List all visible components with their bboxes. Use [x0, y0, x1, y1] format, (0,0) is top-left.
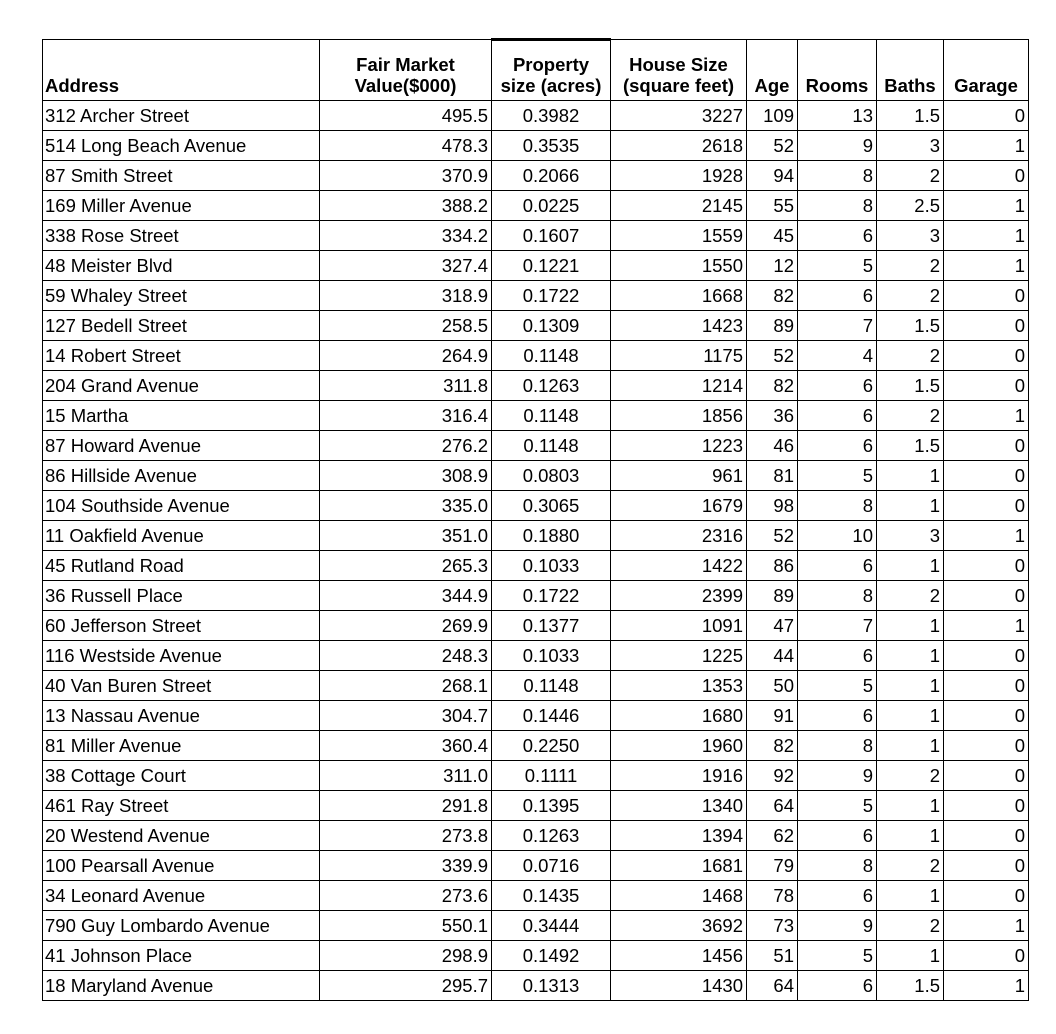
cell-property[interactable]: 0.1607 [492, 221, 611, 251]
cell-property[interactable]: 0.1148 [492, 671, 611, 701]
cell-garage[interactable]: 0 [944, 671, 1029, 701]
cell-baths[interactable]: 2 [877, 761, 944, 791]
cell-house[interactable]: 1353 [611, 671, 747, 701]
cell-rooms[interactable]: 6 [798, 431, 877, 461]
cell-garage[interactable]: 0 [944, 641, 1029, 671]
cell-property[interactable]: 0.1263 [492, 371, 611, 401]
cell-address[interactable]: 87 Howard Avenue [43, 431, 320, 461]
cell-fmv[interactable]: 370.9 [320, 161, 492, 191]
table-row [43, 791, 1029, 821]
cell-baths[interactable]: 1 [877, 791, 944, 821]
cell-address[interactable]: 100 Pearsall Avenue [43, 851, 320, 881]
cell-baths[interactable]: 1 [877, 821, 944, 851]
table-row [43, 281, 1029, 311]
column-header-fair-market-value[interactable] [320, 40, 492, 101]
cell-age[interactable]: 89 [747, 311, 798, 341]
cell-address[interactable]: 11 Oakfield Avenue [43, 521, 320, 551]
cell-address[interactable]: 312 Archer Street [43, 101, 320, 131]
cell-garage[interactable]: 0 [944, 581, 1029, 611]
header-line: Fair Market [356, 54, 455, 75]
cell-rooms[interactable]: 10 [798, 521, 877, 551]
cell-age[interactable]: 79 [747, 851, 798, 881]
cell-fmv[interactable]: 351.0 [320, 521, 492, 551]
cell-rooms[interactable]: 8 [798, 491, 877, 521]
cell-address[interactable]: 104 Southside Avenue [43, 491, 320, 521]
cell-fmv[interactable]: 269.9 [320, 611, 492, 641]
cell-address[interactable]: 13 Nassau Avenue [43, 701, 320, 731]
cell-fmv[interactable]: 344.9 [320, 581, 492, 611]
cell-house[interactable]: 2399 [611, 581, 747, 611]
cell-rooms[interactable]: 9 [798, 131, 877, 161]
cell-address[interactable]: 338 Rose Street [43, 221, 320, 251]
cell-age[interactable]: 52 [747, 131, 798, 161]
cell-address[interactable]: 116 Westside Avenue [43, 641, 320, 671]
cell-fmv[interactable]: 265.3 [320, 551, 492, 581]
cell-address[interactable]: 59 Whaley Street [43, 281, 320, 311]
cell-fmv[interactable]: 327.4 [320, 251, 492, 281]
cell-age[interactable]: 92 [747, 761, 798, 791]
cell-address[interactable]: 790 Guy Lombardo Avenue [43, 911, 320, 941]
cell-rooms[interactable]: 9 [798, 911, 877, 941]
table-row [43, 371, 1029, 401]
cell-garage[interactable]: 0 [944, 431, 1029, 461]
cell-property[interactable]: 0.1446 [492, 701, 611, 731]
cell-property[interactable]: 0.1492 [492, 941, 611, 971]
table-row [43, 311, 1029, 341]
table-row [43, 641, 1029, 671]
column-header-property-size[interactable] [492, 40, 611, 101]
cell-garage[interactable]: 0 [944, 341, 1029, 371]
cell-rooms[interactable]: 9 [798, 761, 877, 791]
cell-address[interactable]: 36 Russell Place [43, 581, 320, 611]
cell-age[interactable]: 82 [747, 731, 798, 761]
cell-rooms[interactable]: 8 [798, 191, 877, 221]
cell-house[interactable]: 1680 [611, 701, 747, 731]
cell-rooms[interactable]: 8 [798, 851, 877, 881]
cell-garage[interactable]: 1 [944, 191, 1029, 221]
cell-baths[interactable]: 1.5 [877, 971, 944, 1001]
cell-garage[interactable]: 0 [944, 821, 1029, 851]
cell-property[interactable]: 0.1148 [492, 431, 611, 461]
cell-rooms[interactable]: 4 [798, 341, 877, 371]
cell-address[interactable]: 87 Smith Street [43, 161, 320, 191]
cell-age[interactable]: 62 [747, 821, 798, 851]
cell-age[interactable]: 73 [747, 911, 798, 941]
cell-age[interactable]: 50 [747, 671, 798, 701]
column-header-address[interactable]: Address [43, 40, 320, 101]
cell-age[interactable]: 64 [747, 791, 798, 821]
cell-baths[interactable]: 1.5 [877, 101, 944, 131]
cell-baths[interactable]: 2 [877, 161, 944, 191]
cell-rooms[interactable]: 6 [798, 221, 877, 251]
cell-age[interactable]: 82 [747, 371, 798, 401]
cell-rooms[interactable]: 6 [798, 401, 877, 431]
header-line: size (acres) [500, 75, 602, 96]
cell-rooms[interactable]: 8 [798, 581, 877, 611]
cell-baths[interactable]: 1 [877, 701, 944, 731]
cell-baths[interactable]: 3 [877, 221, 944, 251]
cell-rooms[interactable]: 5 [798, 671, 877, 701]
cell-garage[interactable]: 1 [944, 131, 1029, 161]
table-row [43, 851, 1029, 881]
cell-property[interactable]: 0.0716 [492, 851, 611, 881]
cell-house[interactable]: 1856 [611, 401, 747, 431]
cell-fmv[interactable]: 273.8 [320, 821, 492, 851]
cell-house[interactable]: 1394 [611, 821, 747, 851]
table-row [43, 341, 1029, 371]
cell-property[interactable]: 0.1309 [492, 311, 611, 341]
cell-fmv[interactable]: 304.7 [320, 701, 492, 731]
cell-baths[interactable]: 2 [877, 341, 944, 371]
cell-garage[interactable]: 0 [944, 701, 1029, 731]
cell-house[interactable]: 1928 [611, 161, 747, 191]
cell-rooms[interactable]: 6 [798, 551, 877, 581]
cell-garage[interactable]: 0 [944, 791, 1029, 821]
cell-address[interactable]: 14 Robert Street [43, 341, 320, 371]
cell-baths[interactable]: 2 [877, 251, 944, 281]
cell-rooms[interactable]: 7 [798, 611, 877, 641]
cell-property[interactable]: 0.2250 [492, 731, 611, 761]
cell-baths[interactable]: 1.5 [877, 431, 944, 461]
cell-house[interactable]: 1679 [611, 491, 747, 521]
cell-address[interactable]: 41 Johnson Place [43, 941, 320, 971]
table-body [43, 101, 1029, 1001]
cell-baths[interactable]: 1 [877, 881, 944, 911]
cell-property[interactable]: 0.1435 [492, 881, 611, 911]
cell-age[interactable]: 52 [747, 521, 798, 551]
cell-age[interactable]: 51 [747, 941, 798, 971]
cell-rooms[interactable]: 6 [798, 971, 877, 1001]
cell-property[interactable]: 0.1377 [492, 611, 611, 641]
header-line: (square feet) [622, 75, 735, 96]
cell-fmv[interactable]: 318.9 [320, 281, 492, 311]
cell-baths[interactable]: 1 [877, 611, 944, 641]
cell-fmv[interactable]: 248.3 [320, 641, 492, 671]
cell-fmv[interactable]: 258.5 [320, 311, 492, 341]
cell-property[interactable]: 0.0803 [492, 461, 611, 491]
cell-baths[interactable]: 1 [877, 731, 944, 761]
table-row [43, 881, 1029, 911]
cell-age[interactable]: 12 [747, 251, 798, 281]
cell-rooms[interactable]: 8 [798, 161, 877, 191]
table-row [43, 251, 1029, 281]
cell-garage[interactable]: 0 [944, 851, 1029, 881]
cell-house[interactable]: 1340 [611, 791, 747, 821]
cell-rooms[interactable]: 6 [798, 701, 877, 731]
cell-garage[interactable]: 0 [944, 281, 1029, 311]
cell-property[interactable]: 0.3065 [492, 491, 611, 521]
column-header-rooms[interactable]: Rooms [798, 40, 877, 101]
cell-property[interactable]: 0.3535 [492, 131, 611, 161]
cell-baths[interactable]: 1 [877, 461, 944, 491]
cell-garage[interactable]: 0 [944, 881, 1029, 911]
cell-garage[interactable]: 0 [944, 941, 1029, 971]
cell-garage[interactable]: 1 [944, 401, 1029, 431]
table-row [43, 671, 1029, 701]
cell-house[interactable]: 1916 [611, 761, 747, 791]
table-row [43, 581, 1029, 611]
cell-house[interactable]: 1225 [611, 641, 747, 671]
cell-baths[interactable]: 2.5 [877, 191, 944, 221]
cell-address[interactable]: 514 Long Beach Avenue [43, 131, 320, 161]
table-row [43, 431, 1029, 461]
cell-baths[interactable]: 2 [877, 581, 944, 611]
table-row [43, 221, 1029, 251]
cell-garage[interactable]: 0 [944, 461, 1029, 491]
cell-property[interactable]: 0.1263 [492, 821, 611, 851]
table-row [43, 551, 1029, 581]
cell-property[interactable]: 0.1033 [492, 641, 611, 671]
cell-age[interactable]: 55 [747, 191, 798, 221]
cell-address[interactable]: 34 Leonard Avenue [43, 881, 320, 911]
cell-garage[interactable]: 1 [944, 251, 1029, 281]
table-row [43, 731, 1029, 761]
table-row [43, 461, 1029, 491]
cell-baths[interactable]: 1 [877, 941, 944, 971]
cell-house[interactable]: 2316 [611, 521, 747, 551]
cell-fmv[interactable]: 495.5 [320, 101, 492, 131]
cell-house[interactable]: 1550 [611, 251, 747, 281]
cell-fmv[interactable]: 264.9 [320, 341, 492, 371]
cell-garage[interactable]: 0 [944, 371, 1029, 401]
cell-address[interactable]: 169 Miller Avenue [43, 191, 320, 221]
cell-garage[interactable]: 0 [944, 761, 1029, 791]
column-header-garage[interactable]: Garage [944, 40, 1029, 101]
header-row [43, 40, 1029, 101]
cell-house[interactable]: 1091 [611, 611, 747, 641]
table-row [43, 161, 1029, 191]
cell-address[interactable]: 18 Maryland Avenue [43, 971, 320, 1001]
cell-garage[interactable]: 1 [944, 521, 1029, 551]
cell-garage[interactable]: 0 [944, 161, 1029, 191]
cell-rooms[interactable]: 13 [798, 101, 877, 131]
cell-age[interactable]: 89 [747, 581, 798, 611]
cell-house[interactable]: 3227 [611, 101, 747, 131]
cell-garage[interactable]: 1 [944, 971, 1029, 1001]
cell-fmv[interactable]: 298.9 [320, 941, 492, 971]
cell-house[interactable]: 1223 [611, 431, 747, 461]
cell-rooms[interactable]: 6 [798, 641, 877, 671]
header-line: Value($000) [354, 75, 457, 96]
cell-fmv[interactable]: 316.4 [320, 401, 492, 431]
cell-baths[interactable]: 2 [877, 281, 944, 311]
table-row [43, 491, 1029, 521]
cell-address[interactable]: 40 Van Buren Street [43, 671, 320, 701]
cell-address[interactable]: 15 Martha [43, 401, 320, 431]
cell-address[interactable]: 86 Hillside Avenue [43, 461, 320, 491]
cell-rooms[interactable]: 7 [798, 311, 877, 341]
cell-fmv[interactable]: 360.4 [320, 731, 492, 761]
cell-fmv[interactable]: 273.6 [320, 881, 492, 911]
cell-garage[interactable]: 1 [944, 911, 1029, 941]
cell-baths[interactable]: 1 [877, 671, 944, 701]
cell-address[interactable]: 461 Ray Street [43, 791, 320, 821]
cell-address[interactable]: 81 Miller Avenue [43, 731, 320, 761]
cell-house[interactable]: 3692 [611, 911, 747, 941]
cell-baths[interactable]: 2 [877, 851, 944, 881]
cell-fmv[interactable]: 334.2 [320, 221, 492, 251]
cell-house[interactable]: 961 [611, 461, 747, 491]
cell-baths[interactable]: 3 [877, 521, 944, 551]
cell-house[interactable]: 1559 [611, 221, 747, 251]
cell-property[interactable]: 0.3982 [492, 101, 611, 131]
cell-address[interactable]: 127 Bedell Street [43, 311, 320, 341]
cell-rooms[interactable]: 6 [798, 281, 877, 311]
cell-house[interactable]: 2145 [611, 191, 747, 221]
cell-property[interactable]: 0.2066 [492, 161, 611, 191]
table-row [43, 971, 1029, 1001]
cell-age[interactable]: 78 [747, 881, 798, 911]
cell-property[interactable]: 0.1880 [492, 521, 611, 551]
cell-age[interactable]: 36 [747, 401, 798, 431]
cell-baths[interactable]: 2 [877, 911, 944, 941]
cell-property[interactable]: 0.1722 [492, 281, 611, 311]
cell-fmv[interactable]: 388.2 [320, 191, 492, 221]
cell-property[interactable]: 0.1722 [492, 581, 611, 611]
cell-rooms[interactable]: 5 [798, 251, 877, 281]
cell-garage[interactable]: 0 [944, 731, 1029, 761]
cell-fmv[interactable]: 311.8 [320, 371, 492, 401]
cell-garage[interactable]: 0 [944, 551, 1029, 581]
cell-address[interactable]: 60 Jefferson Street [43, 611, 320, 641]
cell-property[interactable]: 0.1395 [492, 791, 611, 821]
cell-house[interactable]: 1468 [611, 881, 747, 911]
cell-age[interactable]: 47 [747, 611, 798, 641]
cell-house[interactable]: 1175 [611, 341, 747, 371]
cell-age[interactable]: 82 [747, 281, 798, 311]
cell-house[interactable]: 1681 [611, 851, 747, 881]
cell-baths[interactable]: 1 [877, 551, 944, 581]
cell-address[interactable]: 38 Cottage Court [43, 761, 320, 791]
cell-fmv[interactable]: 335.0 [320, 491, 492, 521]
column-header-house-size[interactable] [611, 40, 747, 101]
cell-property[interactable]: 0.1148 [492, 401, 611, 431]
cell-age[interactable]: 45 [747, 221, 798, 251]
header-line: House Size [629, 54, 728, 75]
table-row [43, 941, 1029, 971]
cell-rooms[interactable]: 6 [798, 881, 877, 911]
cell-baths[interactable]: 2 [877, 401, 944, 431]
table-row [43, 131, 1029, 161]
cell-property[interactable]: 0.1148 [492, 341, 611, 371]
cell-age[interactable]: 98 [747, 491, 798, 521]
cell-rooms[interactable]: 5 [798, 941, 877, 971]
cell-rooms[interactable]: 6 [798, 371, 877, 401]
cell-house[interactable]: 1430 [611, 971, 747, 1001]
table-row [43, 911, 1029, 941]
cell-garage[interactable]: 0 [944, 491, 1029, 521]
table-row [43, 521, 1029, 551]
cell-house[interactable]: 1456 [611, 941, 747, 971]
cell-fmv[interactable]: 295.7 [320, 971, 492, 1001]
cell-fmv[interactable]: 276.2 [320, 431, 492, 461]
cell-age[interactable]: 81 [747, 461, 798, 491]
cell-property[interactable]: 0.3444 [492, 911, 611, 941]
cell-property[interactable]: 0.0225 [492, 191, 611, 221]
cell-age[interactable]: 64 [747, 971, 798, 1001]
cell-house[interactable]: 1422 [611, 551, 747, 581]
table-row [43, 101, 1029, 131]
table-row [43, 701, 1029, 731]
cell-baths[interactable]: 1.5 [877, 311, 944, 341]
column-header-baths[interactable]: Baths [877, 40, 944, 101]
cell-address[interactable]: 48 Meister Blvd [43, 251, 320, 281]
table-row [43, 191, 1029, 221]
cell-property[interactable]: 0.1221 [492, 251, 611, 281]
cell-rooms[interactable]: 5 [798, 791, 877, 821]
cell-age[interactable]: 46 [747, 431, 798, 461]
cell-baths[interactable]: 1.5 [877, 371, 944, 401]
property-data-table [42, 38, 1029, 1001]
cell-property[interactable]: 0.1111 [492, 761, 611, 791]
cell-fmv[interactable]: 550.1 [320, 911, 492, 941]
cell-age[interactable]: 44 [747, 641, 798, 671]
cell-address[interactable]: 20 Westend Avenue [43, 821, 320, 851]
cell-garage[interactable]: 1 [944, 221, 1029, 251]
cell-property[interactable]: 0.1313 [492, 971, 611, 1001]
cell-baths[interactable]: 1 [877, 491, 944, 521]
cell-fmv[interactable]: 478.3 [320, 131, 492, 161]
cell-fmv[interactable]: 291.8 [320, 791, 492, 821]
cell-age[interactable]: 52 [747, 341, 798, 371]
cell-fmv[interactable]: 268.1 [320, 671, 492, 701]
cell-fmv[interactable]: 339.9 [320, 851, 492, 881]
cell-address[interactable]: 45 Rutland Road [43, 551, 320, 581]
cell-garage[interactable]: 0 [944, 101, 1029, 131]
cell-fmv[interactable]: 311.0 [320, 761, 492, 791]
column-header-age[interactable]: Age [747, 40, 798, 101]
cell-address[interactable]: 204 Grand Avenue [43, 371, 320, 401]
cell-age[interactable]: 86 [747, 551, 798, 581]
table-row [43, 401, 1029, 431]
cell-rooms[interactable]: 5 [798, 461, 877, 491]
cell-age[interactable]: 109 [747, 101, 798, 131]
cell-fmv[interactable]: 308.9 [320, 461, 492, 491]
table-row [43, 821, 1029, 851]
cell-house[interactable]: 1960 [611, 731, 747, 761]
cell-garage[interactable]: 1 [944, 611, 1029, 641]
table-row [43, 761, 1029, 791]
cell-house[interactable]: 2618 [611, 131, 747, 161]
cell-rooms[interactable]: 8 [798, 731, 877, 761]
cell-baths[interactable]: 3 [877, 131, 944, 161]
cell-property[interactable]: 0.1033 [492, 551, 611, 581]
table-row [43, 611, 1029, 641]
cell-garage[interactable]: 0 [944, 311, 1029, 341]
cell-age[interactable]: 94 [747, 161, 798, 191]
cell-rooms[interactable]: 6 [798, 821, 877, 851]
cell-baths[interactable]: 1 [877, 641, 944, 671]
cell-house[interactable]: 1214 [611, 371, 747, 401]
cell-house[interactable]: 1668 [611, 281, 747, 311]
cell-house[interactable]: 1423 [611, 311, 747, 341]
header-line: Property [512, 54, 590, 75]
cell-age[interactable]: 91 [747, 701, 798, 731]
